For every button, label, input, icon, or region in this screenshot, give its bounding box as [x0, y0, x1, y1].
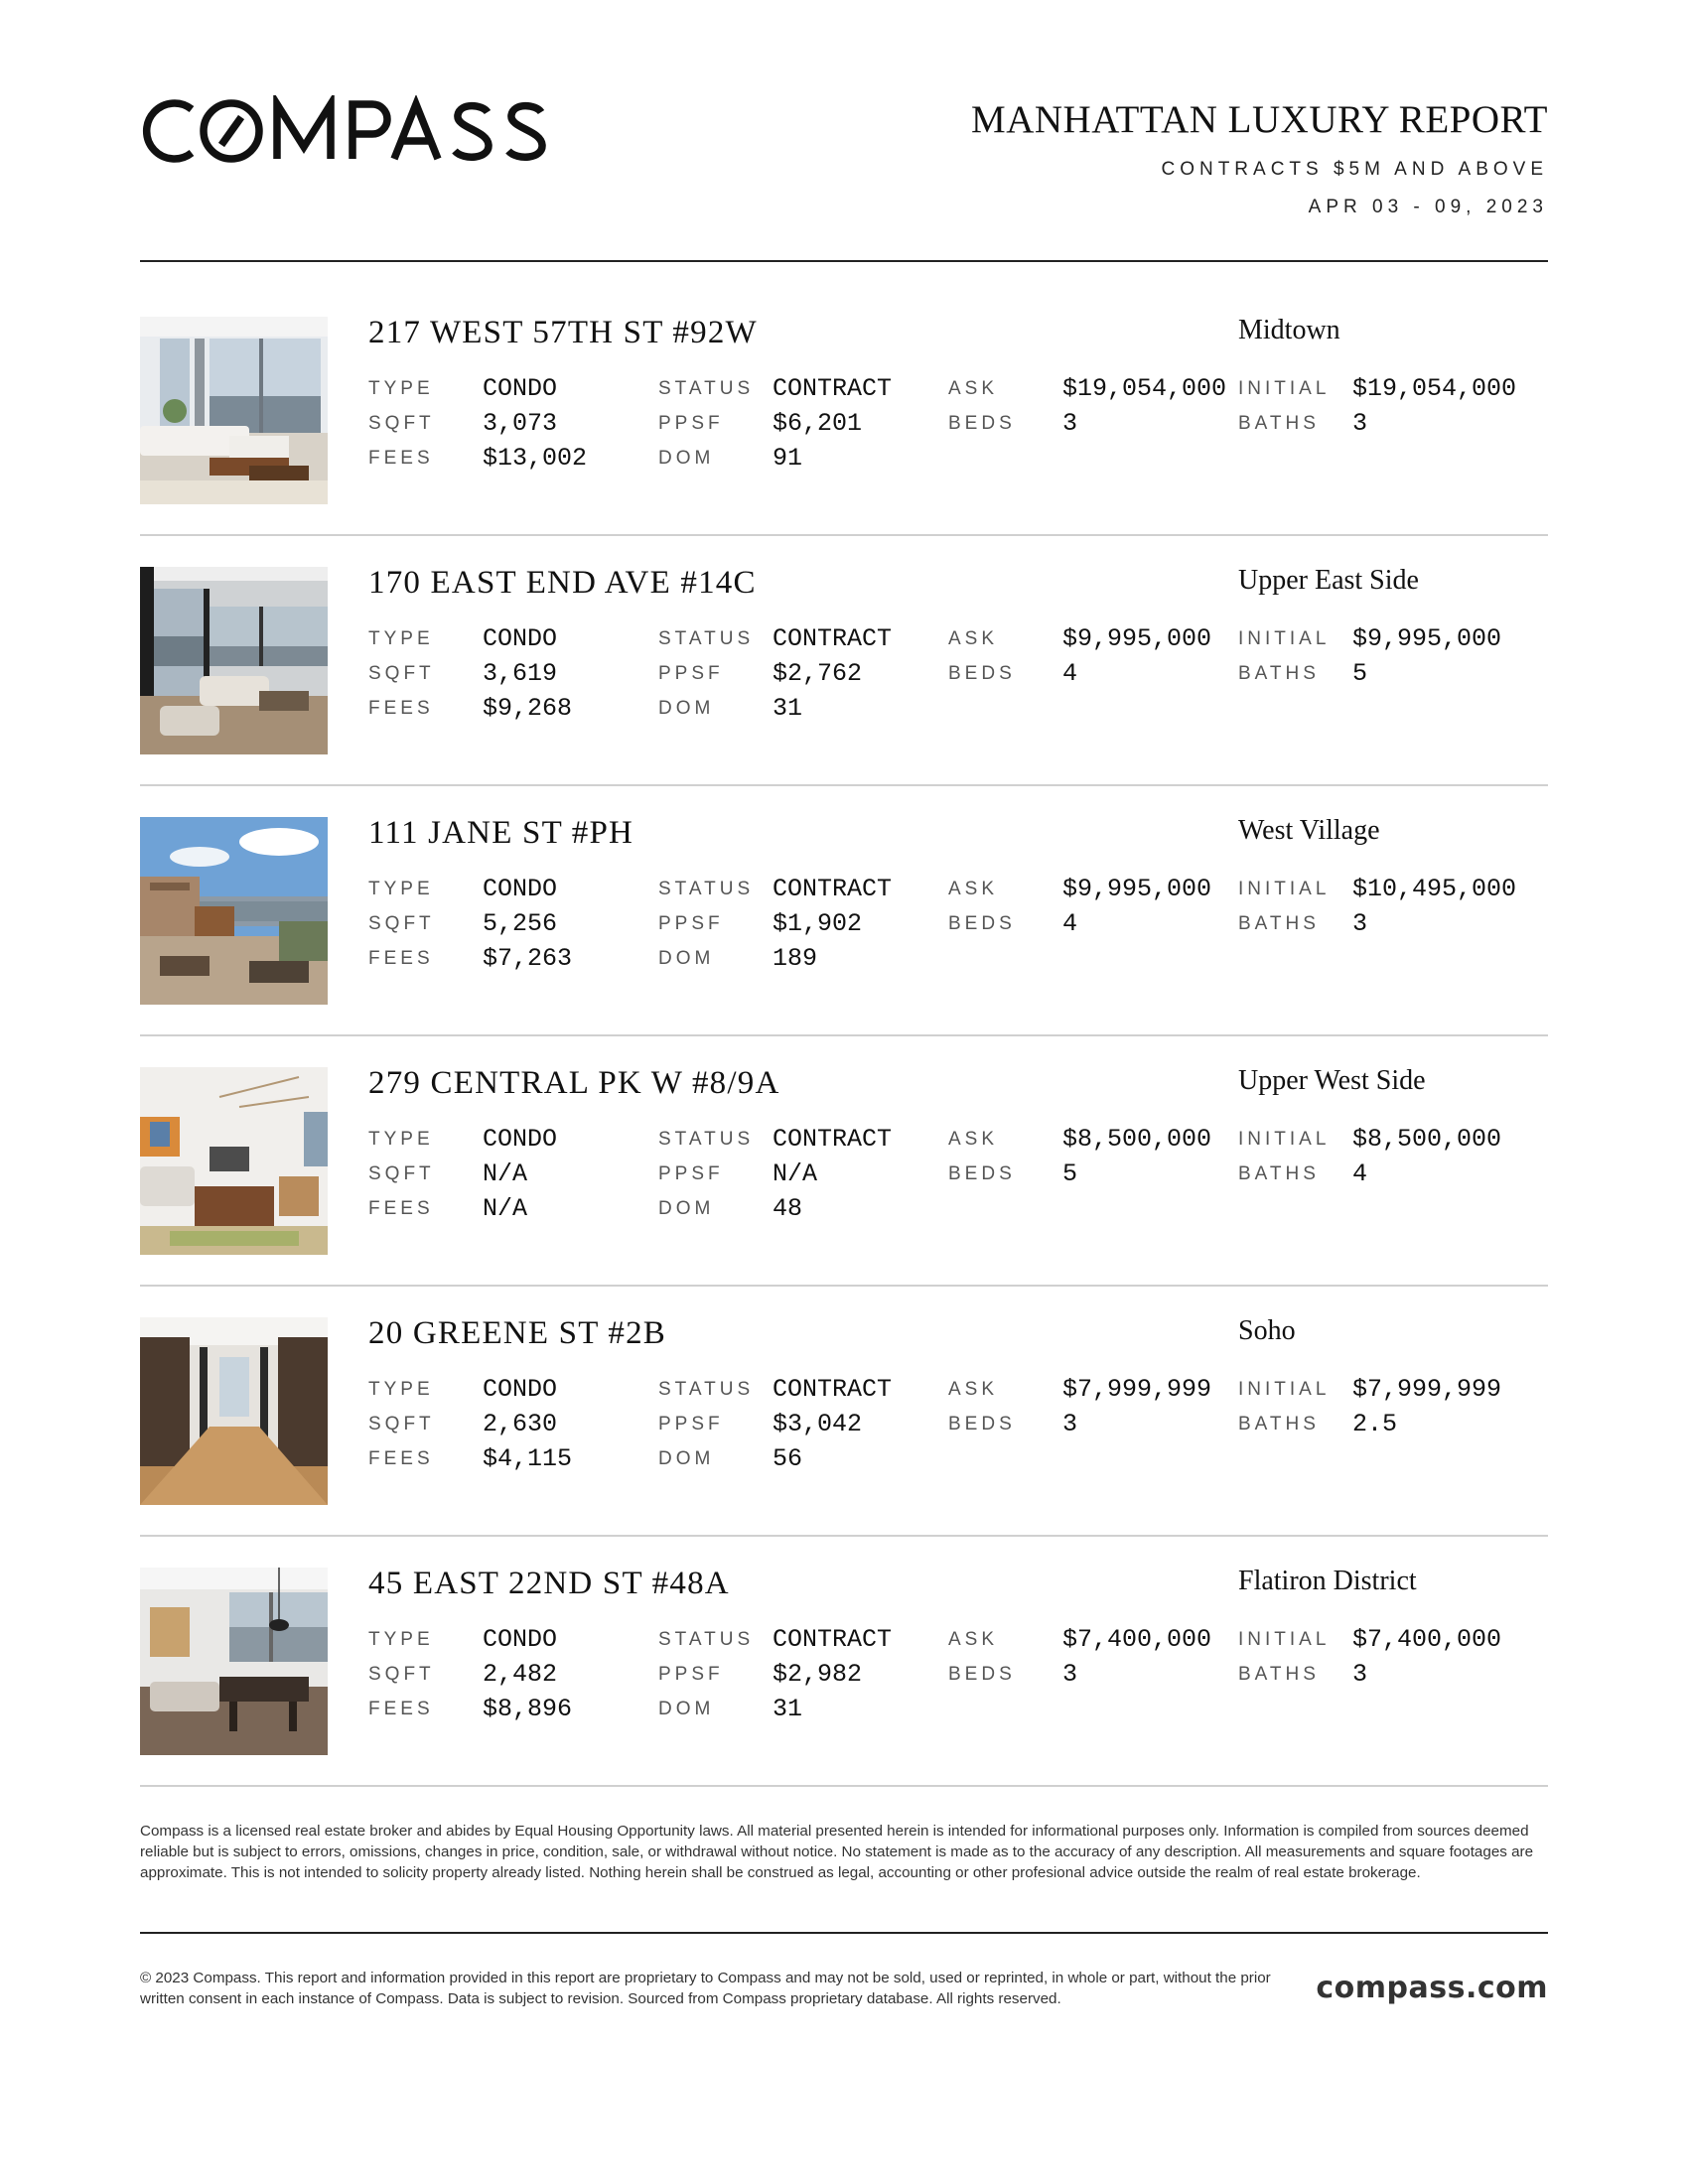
listing-neighborhood: Midtown [1238, 315, 1340, 345]
beds-value: 3 [1062, 1660, 1078, 1689]
dom-label: DOM [658, 698, 715, 719]
fees-value: N/A [483, 1194, 528, 1223]
baths-value: 3 [1352, 1660, 1368, 1689]
listing-neighborhood: Upper East Side [1238, 565, 1419, 596]
sqft-value: 2,630 [483, 1410, 558, 1438]
initial-label: INITIAL [1238, 1379, 1331, 1400]
dom-label: DOM [658, 448, 715, 469]
report-date-range: APR 03 - 09, 2023 [1308, 196, 1548, 217]
compass-logo [140, 95, 567, 167]
status-label: STATUS [658, 378, 755, 399]
dom-label: DOM [658, 1699, 715, 1719]
sqft-value: 3,619 [483, 659, 558, 688]
listing-photo[interactable] [140, 317, 328, 504]
ask-value: $7,999,999 [1062, 1375, 1212, 1404]
baths-label: BATHS [1238, 1664, 1320, 1685]
listing-row[interactable] [140, 817, 1548, 1067]
type-value: CONDO [483, 374, 558, 403]
listing-neighborhood: Upper West Side [1238, 1065, 1426, 1096]
status-label: STATUS [658, 628, 755, 649]
type-label: TYPE [368, 1129, 434, 1150]
sqft-value: N/A [483, 1160, 528, 1188]
website-link[interactable]: compass.com [1316, 1971, 1548, 2005]
baths-label: BATHS [1238, 663, 1320, 684]
beds-label: BEDS [948, 413, 1016, 434]
ppsf-value: $1,902 [773, 909, 863, 938]
beds-label: BEDS [948, 1664, 1016, 1685]
ask-value: $9,995,000 [1062, 875, 1212, 903]
beds-label: BEDS [948, 913, 1016, 934]
fees-label: FEES [368, 1699, 434, 1719]
initial-label: INITIAL [1238, 628, 1331, 649]
listing-divider [140, 1285, 1548, 1287]
ppsf-label: PPSF [658, 413, 724, 434]
initial-label: INITIAL [1238, 1129, 1331, 1150]
initial-label: INITIAL [1238, 378, 1331, 399]
compass-logo-wordmark [140, 95, 567, 167]
report-heading [971, 99, 1548, 218]
ask-label: ASK [948, 879, 999, 899]
type-value: CONDO [483, 624, 558, 653]
initial-value: $10,495,000 [1352, 875, 1517, 903]
header-divider [140, 260, 1548, 262]
listing-divider [140, 784, 1548, 786]
sqft-label: SQFT [368, 1414, 435, 1434]
initial-value: $19,054,000 [1352, 374, 1517, 403]
sqft-value: 3,073 [483, 409, 558, 438]
baths-value: 3 [1352, 909, 1368, 938]
status-value: CONTRACT [773, 624, 893, 653]
ask-label: ASK [948, 628, 999, 649]
fees-value: $7,263 [483, 944, 573, 973]
dom-value: 91 [773, 444, 803, 473]
report-subtitle: CONTRACTS $5M AND ABOVE [1161, 158, 1548, 180]
sqft-value: 5,256 [483, 909, 558, 938]
listing-address: 111 JANE ST #PH [368, 815, 634, 851]
ppsf-value: $2,762 [773, 659, 863, 688]
type-label: TYPE [368, 1629, 434, 1650]
baths-value: 3 [1352, 409, 1368, 438]
ask-value: $9,995,000 [1062, 624, 1212, 653]
fees-label: FEES [368, 448, 434, 469]
ppsf-value: $2,982 [773, 1660, 863, 1689]
fees-value: $13,002 [483, 444, 588, 473]
type-value: CONDO [483, 1625, 558, 1654]
listing-address: 170 EAST END AVE #14C [368, 565, 757, 601]
ask-value: $8,500,000 [1062, 1125, 1212, 1154]
ask-label: ASK [948, 1129, 999, 1150]
baths-value: 2.5 [1352, 1410, 1398, 1438]
beds-value: 4 [1062, 659, 1078, 688]
ask-value: $19,054,000 [1062, 374, 1227, 403]
sqft-label: SQFT [368, 1163, 435, 1184]
listing-neighborhood: West Village [1238, 815, 1380, 846]
dom-label: DOM [658, 1448, 715, 1469]
listing-divider [140, 1535, 1548, 1537]
dom-label: DOM [658, 948, 715, 969]
listing-address: 217 WEST 57TH ST #92W [368, 315, 758, 350]
fees-label: FEES [368, 1198, 434, 1219]
initial-value: $8,500,000 [1352, 1125, 1502, 1154]
initial-value: $9,995,000 [1352, 624, 1502, 653]
dom-label: DOM [658, 1198, 715, 1219]
listing-row[interactable] [140, 317, 1548, 567]
type-value: CONDO [483, 1125, 558, 1154]
type-label: TYPE [368, 879, 434, 899]
copyright-text: © 2023 Compass. This report and information provided in this report are proprietary to Compass and may not be sold, used or reprinted, in whole or part, without the prior written consent in each instance of Compass. Data is subject to revision. Sourced from Compass proprietary database. All rights reserved. [140, 1970, 1271, 2007]
listing-row[interactable] [140, 1067, 1548, 1317]
listing-divider [140, 534, 1548, 536]
ppsf-value: $3,042 [773, 1410, 863, 1438]
ppsf-label: PPSF [658, 1664, 724, 1685]
status-label: STATUS [658, 1379, 755, 1400]
baths-value: 5 [1352, 659, 1368, 688]
baths-label: BATHS [1238, 1163, 1320, 1184]
initial-value: $7,400,000 [1352, 1625, 1502, 1654]
ask-value: $7,400,000 [1062, 1625, 1212, 1654]
status-label: STATUS [658, 1129, 755, 1150]
ask-label: ASK [948, 1629, 999, 1650]
dom-value: 56 [773, 1444, 803, 1473]
listing-address: 279 CENTRAL PK W #8/9A [368, 1065, 780, 1101]
listing-photo[interactable] [140, 1568, 328, 1755]
type-label: TYPE [368, 628, 434, 649]
type-label: TYPE [368, 1379, 434, 1400]
initial-label: INITIAL [1238, 1629, 1331, 1650]
listing-divider [140, 1034, 1548, 1036]
beds-value: 3 [1062, 1410, 1078, 1438]
beds-value: 5 [1062, 1160, 1078, 1188]
fees-value: $9,268 [483, 694, 573, 723]
listing-photo[interactable] [140, 1317, 328, 1505]
beds-value: 3 [1062, 409, 1078, 438]
type-value: CONDO [483, 875, 558, 903]
ppsf-value: N/A [773, 1160, 818, 1188]
listing-photo[interactable] [140, 567, 328, 754]
ppsf-label: PPSF [658, 913, 724, 934]
sqft-label: SQFT [368, 663, 435, 684]
beds-label: BEDS [948, 1414, 1016, 1434]
listing-photo[interactable] [140, 817, 328, 1005]
status-value: CONTRACT [773, 1625, 893, 1654]
ppsf-label: PPSF [658, 1414, 724, 1434]
ppsf-label: PPSF [658, 663, 724, 684]
disclaimer-text: Compass is a licensed real estate broker and abides by Equal Housing Opportunity laws. All material presented herein is intended for informational purposes only. Information is compiled from sources deemed reliable but is subject to errors, omissions, changes in price, condition, sale, or withdrawal without notice. No statement is made as to the accuracy of any description. All measurements and square footages are approximate. This is not intended to solicity property already listed. Nothing herein shall be construed as legal, accounting or other profesional advice outside the realm of real estate brokerage. [140, 1823, 1534, 1881]
listing-row[interactable] [140, 567, 1548, 817]
listing-neighborhood: Flatiron District [1238, 1566, 1417, 1596]
ppsf-value: $6,201 [773, 409, 863, 438]
listing-address: 20 GREENE ST #2B [368, 1315, 667, 1351]
initial-value: $7,999,999 [1352, 1375, 1502, 1404]
baths-value: 4 [1352, 1160, 1368, 1188]
dom-value: 31 [773, 1695, 803, 1723]
status-value: CONTRACT [773, 875, 893, 903]
initial-label: INITIAL [1238, 879, 1331, 899]
fees-label: FEES [368, 1448, 434, 1469]
ask-label: ASK [948, 1379, 999, 1400]
dom-value: 189 [773, 944, 818, 973]
beds-label: BEDS [948, 1163, 1016, 1184]
status-label: STATUS [658, 1629, 755, 1650]
fees-value: $4,115 [483, 1444, 573, 1473]
type-value: CONDO [483, 1375, 558, 1404]
baths-label: BATHS [1238, 1414, 1320, 1434]
status-value: CONTRACT [773, 1375, 893, 1404]
sqft-label: SQFT [368, 913, 435, 934]
ppsf-label: PPSF [658, 1163, 724, 1184]
status-value: CONTRACT [773, 1125, 893, 1154]
ask-label: ASK [948, 378, 999, 399]
footer-divider [140, 1932, 1548, 1934]
baths-label: BATHS [1238, 913, 1320, 934]
type-label: TYPE [368, 378, 434, 399]
fees-label: FEES [368, 948, 434, 969]
beds-label: BEDS [948, 663, 1016, 684]
listing-divider [140, 1785, 1548, 1787]
listing-row[interactable] [140, 1568, 1548, 1818]
fees-label: FEES [368, 698, 434, 719]
fees-value: $8,896 [483, 1695, 573, 1723]
listing-address: 45 EAST 22ND ST #48A [368, 1566, 730, 1601]
listing-neighborhood: Soho [1238, 1315, 1296, 1346]
listing-photo[interactable] [140, 1067, 328, 1255]
beds-value: 4 [1062, 909, 1078, 938]
sqft-label: SQFT [368, 1664, 435, 1685]
status-label: STATUS [658, 879, 755, 899]
report-title: MANHATTAN LUXURY REPORT [971, 98, 1548, 141]
status-value: CONTRACT [773, 374, 893, 403]
baths-label: BATHS [1238, 413, 1320, 434]
sqft-value: 2,482 [483, 1660, 558, 1689]
dom-value: 31 [773, 694, 803, 723]
sqft-label: SQFT [368, 413, 435, 434]
dom-value: 48 [773, 1194, 803, 1223]
listing-row[interactable] [140, 1317, 1548, 1568]
